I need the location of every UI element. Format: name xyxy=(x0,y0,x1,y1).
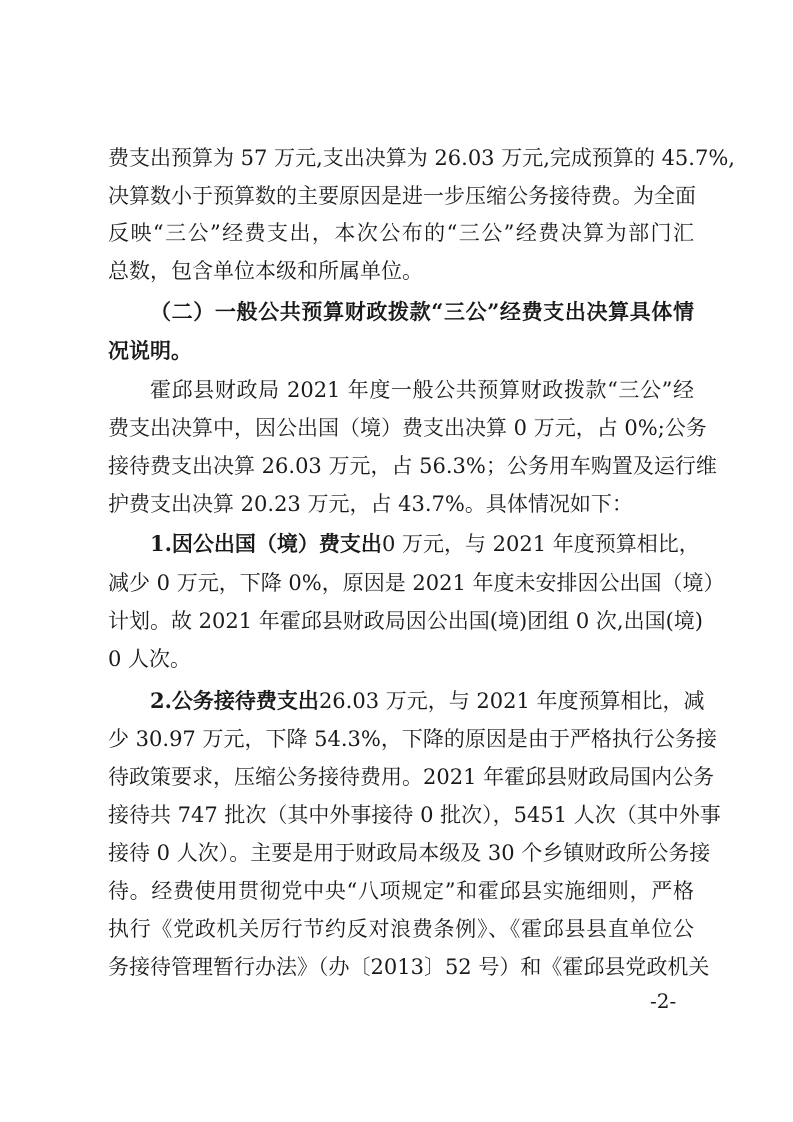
paragraph-line: 接待费支出决算 26.03 万元，占 56.3%；公务用车购置及运行维 xyxy=(108,454,717,478)
paragraph-line: 减少 0 万元，下降 0%，原因是 2021 年度未安排因公出国（境） xyxy=(108,571,725,595)
paragraph-line: 0 人次。 xyxy=(108,647,192,671)
paragraph-line: 计划。故 2021 年霍邱县财政局因公出国(境)团组 0 次,出国(境) xyxy=(108,609,703,633)
item-text: 26.03 万元，与 2021 年度预算相比，减 xyxy=(318,689,705,713)
paragraph-line: 接待共 747 批次（其中外事接待 0 批次），5451 人次（其中外事 xyxy=(108,803,721,827)
item-heading: 1.因公出国（境）费支出 xyxy=(150,531,382,556)
paragraph-line: 执行《党政机关厉行节约反对浪费条例》、《霍邱县县直单位公 xyxy=(108,917,694,941)
paragraph-line: 总数，包含单位本级和所属单位。 xyxy=(108,259,423,283)
paragraph-line xyxy=(150,686,705,716)
paragraph-line xyxy=(150,529,700,559)
paragraph-line: 决算数小于预算数的主要原因是进一步压缩公务接待费。为全面 xyxy=(108,184,696,208)
paragraph-line: 费支出预算为 57 万元,支出决算为 26.03 万元,完成预算的 45.7%, xyxy=(108,146,735,170)
section-heading: （二）一般公共预算财政拨款“三公”经费支出决算具体情 xyxy=(150,299,694,324)
paragraph-line: 费支出决算中，因公出国（境）费支出决算 0 万元，占 0%;公务 xyxy=(108,416,707,440)
paragraph-line: 待。经费使用贯彻党中央“八项规定”和霍邱县实施细则，严格 xyxy=(108,879,694,903)
page-number: -2- xyxy=(650,989,677,1013)
paragraph-line: 少 30.97 万元，下降 54.3%，下降的原因是由于严格执行公务接 xyxy=(108,727,717,751)
item-heading: 2.公务接待费支出 xyxy=(150,688,319,713)
paragraph-line: 反映“三公”经费支出，本次公布的“三公”经费决算为部门汇 xyxy=(108,221,694,245)
paragraph-line: 接待 0 人次）。主要是用于财政局本级及 30 个乡镇财政所公务接 xyxy=(108,841,711,865)
paragraph-line: 霍邱县财政局 2021 年度一般公共预算财政拨款“三公”经 xyxy=(150,378,694,402)
item-text: 0 万元，与 2021 年度预算相比， xyxy=(381,532,700,556)
paragraph-line: 待政策要求，压缩公务接待费用。2021 年霍邱县财政局国内公务 xyxy=(108,765,715,789)
section-heading: 况说明。 xyxy=(108,338,192,363)
paragraph-line: 护费支出决算 20.23 万元，占 43.7%。具体情况如下： xyxy=(108,492,633,516)
paragraph-line: 务接待管理暂行办法》（办〔2013〕52 号）和《霍邱县党政机关 xyxy=(108,955,710,979)
